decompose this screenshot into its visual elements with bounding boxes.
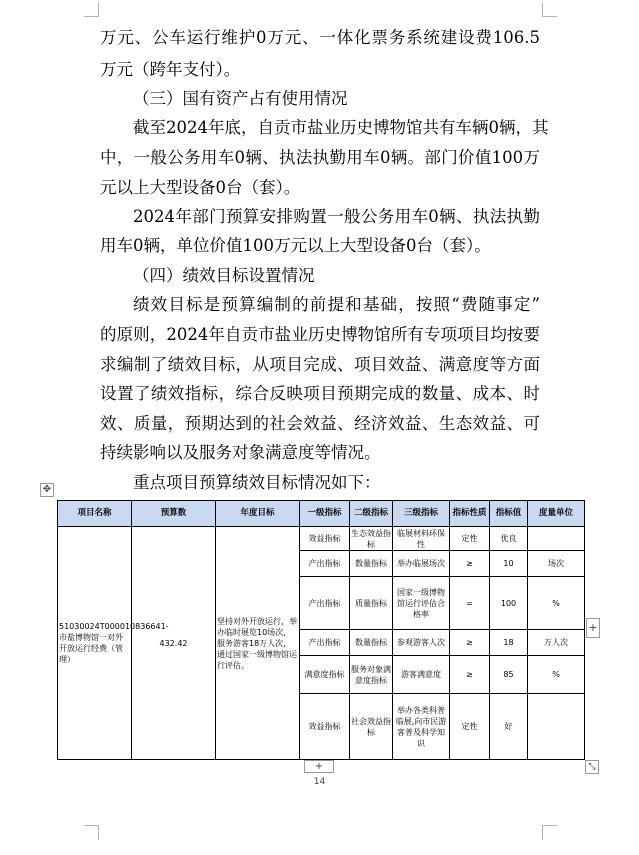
crop-mark-top-right — [542, 2, 557, 17]
page-number: 14 — [313, 777, 326, 787]
level3-cell: 举办各类科普临展,向市民游客普及科学知识 — [393, 694, 450, 760]
level2-cell: 数量指标 — [350, 551, 393, 577]
level2-cell: 质量指标 — [350, 577, 393, 630]
header-cell: 年度目标 — [216, 501, 300, 527]
level2-cell: 社会效益指标 — [350, 694, 393, 760]
performance-table — [57, 500, 585, 760]
unit-cell: % — [528, 577, 585, 630]
level1-cell: 产出指标 — [300, 551, 350, 577]
nature-cell: 定性 — [450, 694, 490, 760]
level3-cell: 临展材料环保性 — [393, 527, 450, 551]
header-cell: 二级指标 — [350, 501, 393, 527]
project-name-cell: 51030024T000010836641-市盐博物馆一对外开放运行经费（管理） — [58, 527, 132, 760]
value-cell: 优良 — [490, 527, 528, 551]
table-resize-icon[interactable]: ⤡ — [585, 760, 599, 774]
add-row-icon[interactable]: + — [304, 760, 334, 773]
header-cell: 预算数 — [132, 501, 216, 527]
body-line: 绩效目标是预算编制的前提和基础，按照“费随事定” — [133, 295, 540, 314]
add-column-icon[interactable]: + — [586, 618, 600, 638]
body-line: 持续影响以及服务对象满意度等情况。 — [100, 443, 381, 462]
value-cell: 18 — [490, 630, 528, 656]
body-line: 设置了绩效指标，综合反映项目预期完成的数量、成本、时 — [100, 384, 540, 403]
header-cell: 指标值 — [490, 501, 528, 527]
body-line: 中，一般公务用车0辆、执法执勤用车0辆。部门价值100万 — [100, 148, 540, 167]
nature-cell: ≥ — [450, 551, 490, 577]
unit-cell: % — [528, 656, 585, 694]
body-line: 2024年部门预算安排购置一般公务用车0辆、执法执勤 — [133, 207, 540, 226]
body-line: 元以上大型设备0台（套）。 — [100, 178, 301, 197]
table-caption: 重点项目预算绩效目标情况如下： — [133, 473, 381, 492]
level3-cell: 举办临展场次 — [393, 551, 450, 577]
unit-cell — [528, 694, 585, 760]
section-heading: （四）绩效目标设置情况 — [133, 266, 315, 285]
body-line: 用车0辆，单位价值100万元以上大型设备0台（套）。 — [100, 236, 491, 255]
table-header-row — [58, 501, 585, 527]
header-cell: 度量单位 — [528, 501, 585, 527]
nature-cell: ≥ — [450, 630, 490, 656]
unit-cell: 万人次 — [528, 630, 585, 656]
annual-goal-cell: 坚持对外开放运行，举办临时展览10场次，服务游客18万人次，通过国家一级博物馆运行评估。 — [216, 527, 300, 760]
level3-cell: 国家一级博物馆运行评估合格率 — [393, 577, 450, 630]
level3-cell: 参观游客人次 — [393, 630, 450, 656]
level2-cell: 生态效益指标 — [351, 528, 391, 549]
unit-cell: 场次 — [528, 551, 585, 577]
header-cell: 指标性质 — [450, 501, 490, 527]
level2-cell: 服务对象满意度指标 — [350, 656, 393, 694]
value-cell: 好 — [490, 694, 528, 760]
body-line: 万元、公车运行维护0万元、一体化票务系统建设费106.5 — [100, 28, 540, 47]
level1-cell: 产出指标 — [300, 577, 350, 630]
body-line: 截至2024年底，自贡市盐业历史博物馆共有车辆0辆，其 — [133, 118, 549, 137]
section-heading: （三）国有资产占有使用情况 — [133, 89, 348, 108]
level1-cell: 效益指标 — [300, 527, 350, 551]
value-cell: 85 — [490, 656, 528, 694]
crop-mark-top-left — [84, 2, 99, 17]
header-cell: 一级指标 — [300, 501, 350, 527]
value-cell: 10 — [490, 551, 528, 577]
table-move-handle-icon[interactable]: ✥ — [40, 483, 54, 497]
level1-cell: 效益指标 — [300, 694, 350, 760]
budget-cell: 432.42 — [132, 527, 216, 760]
level1-cell: 产出指标 — [300, 630, 350, 656]
nature-cell: = — [450, 577, 490, 630]
level3-cell: 游客满意度 — [393, 656, 450, 694]
body-line: 求编制了绩效目标，从项目完成、项目效益、满意度等方面 — [100, 355, 540, 374]
unit-cell — [528, 527, 585, 551]
value-cell: 100 — [490, 577, 528, 630]
level2-cell: 数量指标 — [350, 630, 393, 656]
header-cell: 三级指标 — [393, 501, 450, 527]
body-line: 万元（跨年支付）。 — [100, 60, 241, 79]
nature-cell: ≥ — [450, 656, 490, 694]
crop-mark-bottom-right — [542, 825, 557, 840]
table-row — [58, 527, 585, 551]
body-line: 效、质量，预期达到的社会效益、经济效益、生态效益、可 — [100, 414, 540, 433]
crop-mark-bottom-left — [84, 825, 99, 840]
body-line: 的原则，2024年自贡市盐业历史博物馆所有专项项目均按要 — [100, 325, 540, 344]
header-cell: 项目名称 — [58, 501, 132, 527]
nature-cell: 定性 — [450, 527, 490, 551]
level1-cell: 满意度指标 — [300, 656, 350, 694]
